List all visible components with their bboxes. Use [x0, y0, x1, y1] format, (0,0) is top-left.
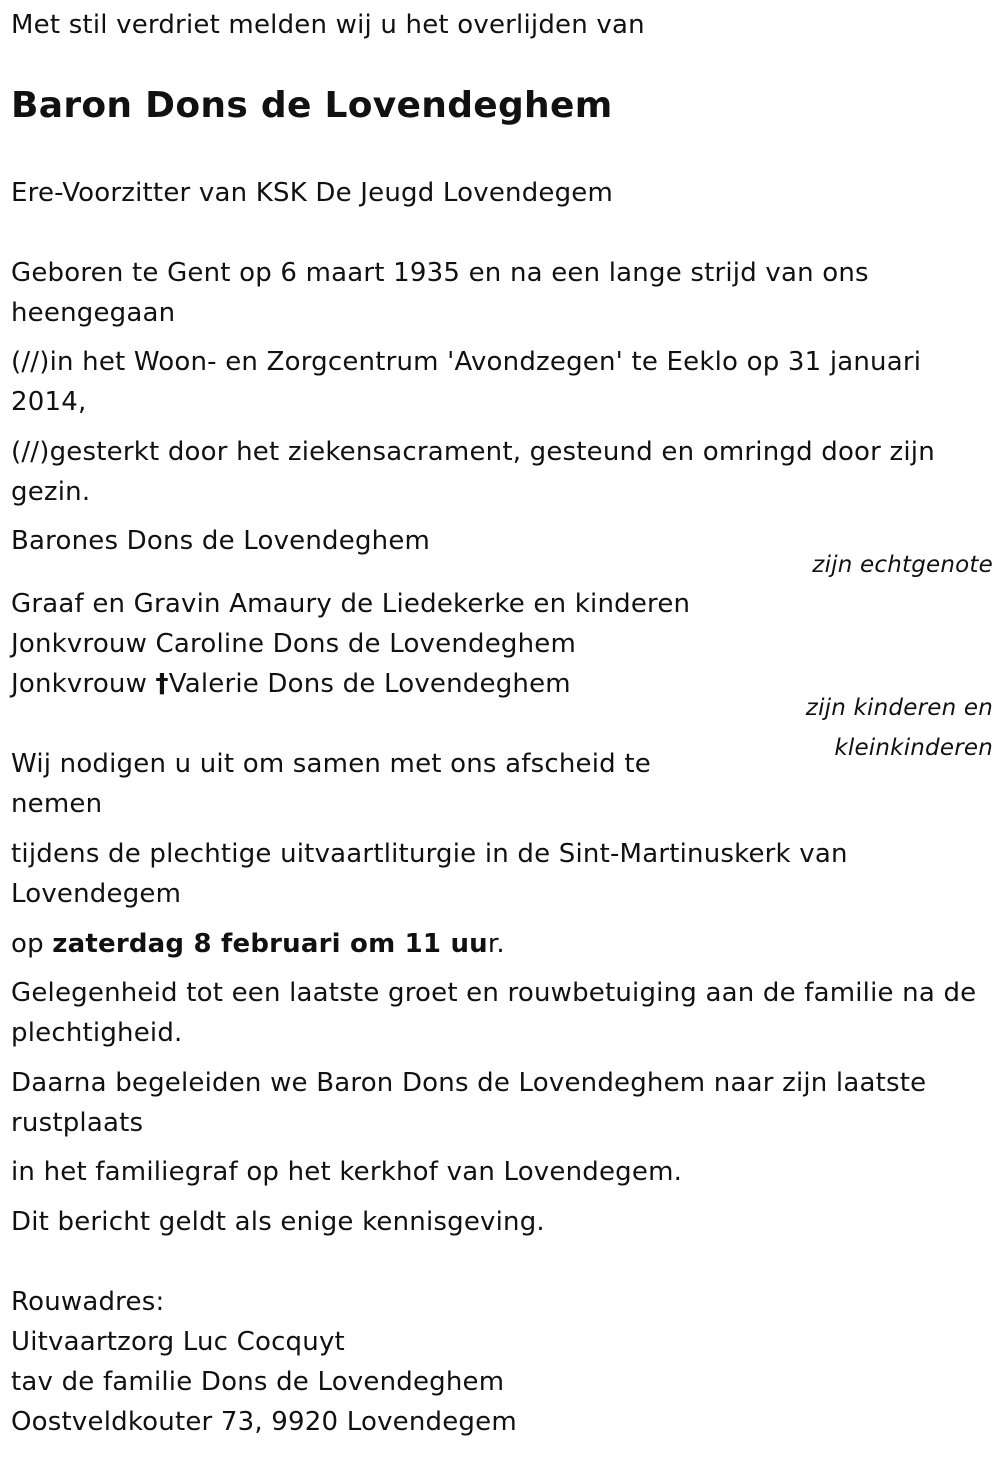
birth-line-4: 2014,	[11, 387, 87, 417]
children-role-line-2: kleinkinderen	[834, 735, 993, 761]
address-line-1: Uitvaartzorg Luc Cocquyt	[11, 1327, 345, 1357]
invitation-line-6: Gelegenheid tot een laatste groet en rouwbetuiging aan de familie na de	[11, 978, 977, 1008]
invitation-line-2: nemen	[11, 789, 103, 819]
invitation-line-1: Wij nodigen u uit om samen met ons afscheid te	[11, 749, 651, 779]
cross-icon: †	[155, 669, 169, 699]
children-line-2: Jonkvrouw Caroline Dons de Lovendeghem	[11, 629, 577, 659]
address-line-3: Oostveldkouter 73, 9920 Lovendegem	[11, 1407, 517, 1437]
funeral-date-suffix: r.	[487, 929, 505, 959]
birth-line-1: Geboren te Gent op 6 maart 1935 en na een lange strijd van ons	[11, 258, 869, 288]
birth-line-5: (//)gesterkt door het ziekensacrament, gesteund en omringd door zijn	[11, 437, 935, 467]
birth-line-6: gezin.	[11, 477, 91, 507]
deceased-name: Baron Dons de Lovendeghem	[11, 85, 613, 126]
invitation-line-11: Dit bericht geldt als enige kennisgeving.	[11, 1207, 545, 1237]
spouse-name: Barones Dons de Lovendeghem	[11, 526, 431, 556]
children-line-3-name: Valerie Dons de Lovendeghem	[168, 669, 571, 699]
invitation-line-7: plechtigheid.	[11, 1018, 183, 1048]
children-line-1: Graaf en Gravin Amaury de Liedekerke en kinderen	[11, 589, 691, 619]
children-line-3	[11, 664, 571, 704]
funeral-date: zaterdag 8 februari om 11 uu	[52, 929, 488, 959]
spouse-role: zijn echtgenote	[812, 552, 993, 578]
intro-text: Met stil verdriet melden wij u het overlijden van	[11, 10, 645, 40]
funeral-date-line	[11, 924, 505, 964]
children-line-3-prefix: Jonkvrouw	[11, 669, 156, 699]
funeral-date-prefix: op	[11, 929, 53, 959]
invitation-line-8: Daarna begeleiden we Baron Dons de Lovendeghem naar zijn laatste	[11, 1068, 927, 1098]
invitation-line-9: rustplaats	[11, 1108, 144, 1138]
children-role-line-1: zijn kinderen en	[805, 695, 993, 721]
address-line-2: tav de familie Dons de Lovendeghem	[11, 1367, 505, 1397]
invitation-line-4: Lovendegem	[11, 879, 182, 909]
address-label: Rouwadres:	[11, 1287, 165, 1317]
invitation-line-3: tijdens de plechtige uitvaartliturgie in de Sint-Martinuskerk van	[11, 839, 848, 869]
invitation-line-10: in het familiegraf op het kerkhof van Lovendegem.	[11, 1157, 683, 1187]
function-text: Ere-Voorzitter van KSK De Jeugd Lovendegem	[11, 178, 614, 208]
birth-line-2: heengegaan	[11, 298, 176, 328]
birth-line-3: (//)in het Woon- en Zorgcentrum 'Avondzegen' te Eeklo op 31 januari	[11, 347, 922, 377]
